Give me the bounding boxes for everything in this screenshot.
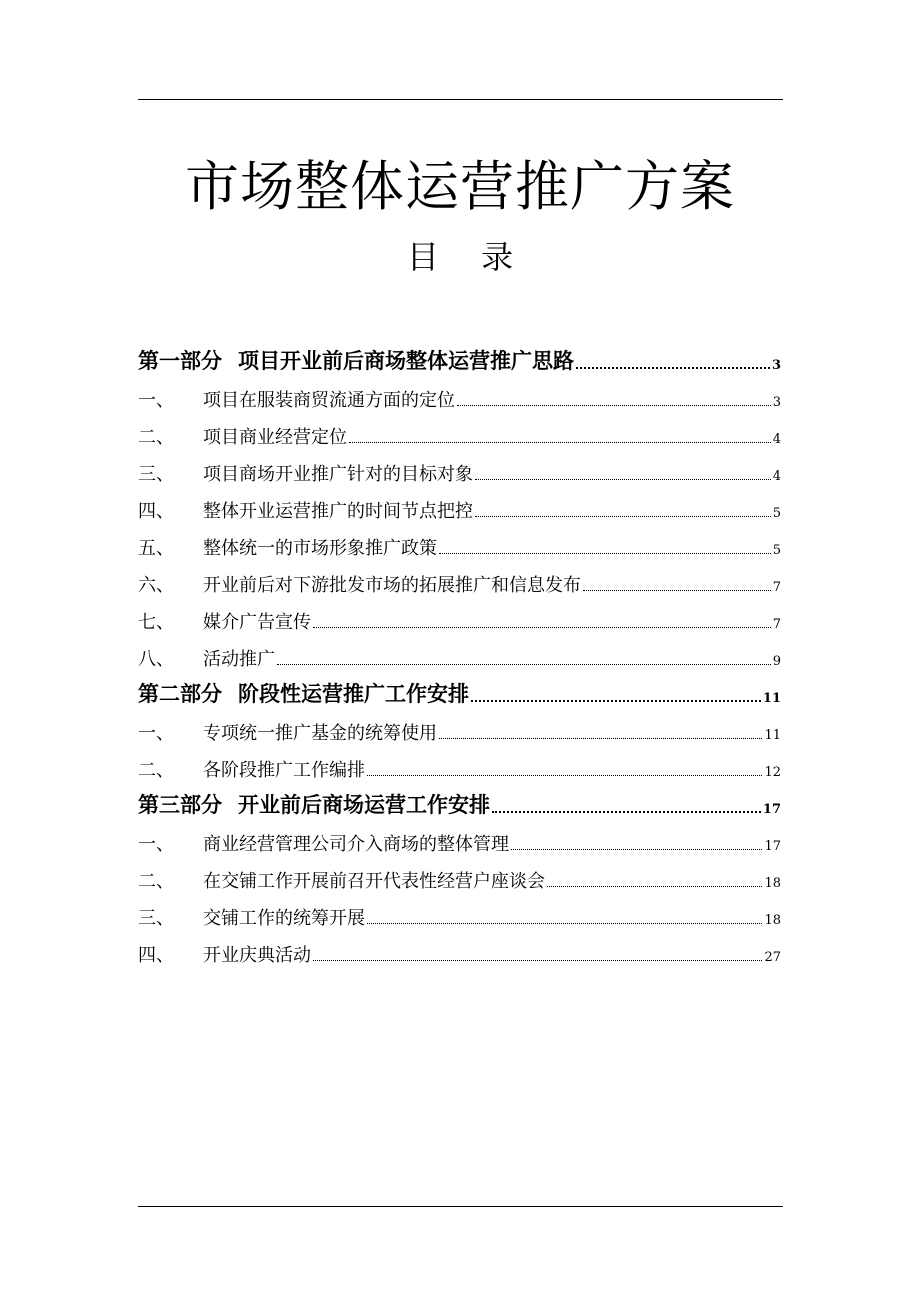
dot-leader (457, 405, 771, 406)
toc-page-number: 5 (772, 506, 781, 521)
toc-entry[interactable] (138, 597, 781, 634)
toc-entry[interactable] (138, 930, 781, 967)
toc-page-number: 27 (764, 950, 781, 965)
toc-entry-number: 六、 (138, 575, 174, 596)
toc-entry-number: 二、 (138, 871, 174, 892)
toc-page-number: 7 (772, 617, 781, 632)
toc-entry-number: 二、 (138, 760, 174, 781)
toc-page-number: 3 (772, 395, 781, 410)
toc-entry-title: 开业庆典活动 (203, 945, 311, 966)
dot-leader (471, 700, 761, 702)
toc-page-number: 4 (772, 432, 781, 447)
toc-entry-title: 开业前后商场运营工作安排 (238, 792, 490, 817)
toc-page-number: 4 (772, 469, 781, 484)
toc-entry[interactable] (138, 375, 781, 412)
toc-entry-title: 交铺工作的统筹开展 (203, 908, 365, 929)
toc-part-entry[interactable] (138, 671, 781, 708)
toc-page-number: 7 (772, 580, 781, 595)
toc-entry-title: 项目商业经营定位 (203, 427, 347, 448)
toc-entry-title: 活动推广 (203, 649, 275, 670)
toc-entry[interactable] (138, 523, 781, 560)
header-rule (138, 99, 783, 100)
toc-entry-title: 阶段性运营推广工作安排 (238, 681, 469, 706)
toc-entry-number: 第三部分 (138, 792, 222, 817)
table-of-contents (138, 338, 781, 967)
toc-entry[interactable] (138, 856, 781, 893)
toc-entry-title: 专项统一推广基金的统筹使用 (203, 723, 437, 744)
dot-leader (367, 775, 762, 776)
toc-heading: 目 录 (406, 238, 530, 276)
toc-entry-number: 三、 (138, 464, 174, 485)
dot-leader (439, 738, 762, 739)
toc-entry-title: 各阶段推广工作编排 (203, 760, 365, 781)
dot-leader (313, 960, 762, 961)
toc-entry[interactable] (138, 708, 781, 745)
toc-entry[interactable] (138, 449, 781, 486)
dot-leader (313, 627, 771, 628)
dot-leader (277, 664, 771, 665)
toc-page-number: 17 (764, 839, 781, 854)
toc-entry-title: 在交铺工作开展前召开代表性经营户座谈会 (203, 871, 545, 892)
dot-leader (492, 811, 761, 813)
toc-entry[interactable] (138, 412, 781, 449)
toc-entry-number: 一、 (138, 834, 174, 855)
dot-leader (367, 923, 762, 924)
toc-page-number: 9 (772, 654, 781, 669)
dot-leader (547, 886, 762, 887)
toc-entry-number: 第一部分 (138, 348, 222, 373)
toc-entry-number: 三、 (138, 908, 174, 929)
toc-page-number: 18 (764, 913, 781, 928)
toc-entry-number: 一、 (138, 390, 174, 411)
toc-entry-number: 八、 (138, 649, 174, 670)
toc-entry-title: 整体开业运营推广的时间节点把控 (203, 501, 473, 522)
toc-page-number: 11 (764, 728, 781, 743)
toc-page-number: 5 (772, 543, 781, 558)
toc-entry[interactable] (138, 893, 781, 930)
toc-entry-number: 五、 (138, 538, 174, 559)
toc-entry-title: 项目在服装商贸流通方面的定位 (203, 390, 455, 411)
toc-entry[interactable] (138, 634, 781, 671)
toc-page-number: 17 (762, 802, 781, 817)
dot-leader (475, 516, 771, 517)
toc-entry-title: 商业经营管理公司介入商场的整体管理 (203, 834, 509, 855)
dot-leader (511, 849, 762, 850)
toc-entry[interactable] (138, 486, 781, 523)
toc-entry-number: 二、 (138, 427, 174, 448)
toc-entry-number: 第二部分 (138, 681, 222, 706)
dot-leader (349, 442, 771, 443)
toc-entry-number: 四、 (138, 945, 174, 966)
toc-part-entry[interactable] (138, 338, 781, 375)
toc-entry-number: 七、 (138, 612, 174, 633)
toc-page-number: 3 (771, 358, 781, 373)
toc-entry-number: 一、 (138, 723, 174, 744)
document-title: 市场整体运营推广方案 (185, 155, 735, 219)
toc-entry-title: 整体统一的市场形象推广政策 (203, 538, 437, 559)
dot-leader (475, 479, 771, 480)
toc-entry-title: 项目开业前后商场整体运营推广思路 (238, 348, 574, 373)
toc-entry-number: 四、 (138, 501, 174, 522)
toc-entry[interactable] (138, 745, 781, 782)
toc-page-number: 12 (764, 765, 781, 780)
toc-entry[interactable] (138, 560, 781, 597)
toc-entry[interactable] (138, 819, 781, 856)
toc-entry-title: 媒介广告宣传 (203, 612, 311, 633)
toc-part-entry[interactable] (138, 782, 781, 819)
toc-page-number: 11 (762, 691, 781, 706)
footer-rule (138, 1206, 783, 1207)
toc-page-number: 18 (764, 876, 781, 891)
toc-entry-title: 项目商场开业推广针对的目标对象 (203, 464, 473, 485)
dot-leader (439, 553, 771, 554)
toc-entry-title: 开业前后对下游批发市场的拓展推广和信息发布 (203, 575, 581, 596)
dot-leader (576, 367, 770, 369)
dot-leader (583, 590, 771, 591)
